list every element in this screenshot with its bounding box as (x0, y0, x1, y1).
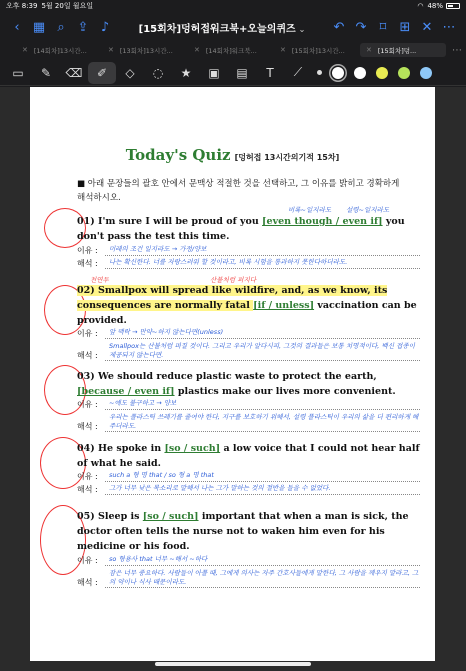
status-bar (0, 0, 466, 12)
add-page-icon[interactable]: ⊞ (399, 19, 411, 35)
handwriting-reason: such a 형 명 that / so 형 a 명 that (109, 471, 214, 479)
question-5: 05) Sleep is [so / such] important that when a man is sick, the doctor often tells the nurse not to waken him even for his medicine or his food. (77, 511, 409, 552)
tab-5-active[interactable]: ✕ [15회차]덩... (360, 43, 446, 57)
redo-icon[interactable]: ↷ (355, 19, 367, 35)
bookmark-icon[interactable]: ⌑ (379, 19, 387, 35)
choice-bracket: [so / such] (164, 443, 221, 454)
canvas-area[interactable] (0, 87, 466, 671)
microphone-icon[interactable]: ♪ (100, 19, 110, 35)
text-icon[interactable]: T (266, 65, 274, 80)
quiz-title (30, 145, 435, 164)
handwriting-translation: 나는 확신한다. 너를 자랑스러워 할 것이라고, 비록 시험을 통과하지 못한다하더라도. (109, 258, 348, 266)
sticker-icon[interactable]: ★ (180, 65, 192, 80)
home-indicator[interactable] (155, 662, 311, 666)
answer-reason-4: 이유 : such a 형 명 that / so 형 a 명 that (77, 471, 422, 482)
tab-close-icon[interactable]: ✕ (22, 46, 28, 54)
answer-reason-3: 이유 : ~에도 불구하고 → 양보 (77, 399, 422, 410)
handwriting-reason: 앞 맥락 → 만약~하지 않는다면(unless) (109, 328, 224, 336)
question-3: 03) We should reduce plastic waste to protect the earth, [because / even if] plastics make our lives more convenient. (77, 371, 396, 397)
handwritten-note: 산불처럼 퍼지다 (210, 276, 257, 284)
shapes-icon[interactable]: ◇ (125, 65, 135, 80)
handwriting-reason: 미래의 조건 일지라도 → 가정/양보 (109, 245, 207, 253)
highlighter-icon[interactable]: ✐ (88, 62, 116, 84)
answer-reason-5: 이유 : so 형용사 that 너무 ~해서 ~하다 (77, 555, 422, 566)
title-main: Today's Quiz (125, 146, 231, 164)
answer-translation-1: 해석 : 나는 확신한다. 너를 자랑스러워 할 것이라고, 비록 시험을 통과하지 못한다하더라도. (77, 258, 422, 269)
tab-3[interactable]: ✕ [14회차]워크북... (194, 46, 257, 55)
handwriting-reason: so 형용사 that 너무 ~해서 ~하다 (109, 555, 208, 563)
tab-close-icon[interactable]: ✕ (194, 46, 200, 54)
answer-translation-5: 해석 : 잠은 너무 중요하다. 사람들이 아플 때, 그에게 의사는 자주 간호사들에게 말한다, 그 사람을 깨우지 말라고, 그의 약이나 식사 때문이라도. (77, 569, 419, 587)
top-toolbar (0, 14, 466, 40)
color-blue[interactable] (420, 67, 432, 79)
tab-2[interactable]: ✕ [13회차]13시간... (108, 46, 173, 55)
laser-icon[interactable]: ⟋ (293, 65, 303, 79)
more-tabs-icon[interactable]: ⋯ (452, 44, 462, 56)
answer-reason-2: 이유 : 앞 맥락 → 만약~하지 않는다면(unless) (77, 328, 422, 339)
handwriting-translation: 그가 너무 낮은 목소리로 말해서 나는 그가 말하는 것의 절반을 들을 수 없었다. (109, 484, 331, 492)
handwriting-reason: ~에도 불구하고 → 양보 (109, 399, 177, 407)
choice-bracket: [because / even if] (77, 386, 175, 397)
tab-close-icon[interactable]: ✕ (280, 46, 286, 54)
undo-icon[interactable]: ↶ (333, 19, 345, 35)
answer-translation-2: 해석 : Smallpox는 산불처럼 퍼질 것이다. 그리고 우리가 알다시피, 그것의 결과들은 보통 치명적이다, 백신 접종이 제공되지 않는다면. (77, 341, 422, 361)
handwriting-translation: 우리는 플라스틱 쓰레기를 줄여야 한다, 지구를 보호하기 위해서, 설령 플라스틱이 우리의 삶을 더 편리하게 해주더라도. (109, 413, 419, 430)
question-2: 02) Smallpox will spread like wildfire, and, as we know, its consequences are normally fatal [if / unless] vaccination can be provided. (77, 285, 417, 326)
back-icon[interactable]: ‹ (14, 19, 20, 35)
question-4: 04) He spoke in [so / such] a low voice that I could not hear half of what he said. (77, 443, 420, 469)
handwritten-note: 비록~일지라도 (288, 206, 332, 214)
color-white-selected[interactable] (332, 67, 344, 79)
answer-translation-4: 해석 : 그가 너무 낮은 목소리로 말해서 나는 그가 말하는 것의 절반을 들을 수 없었다. (77, 484, 422, 495)
choice-bracket: [if / unless] (253, 300, 315, 311)
drawing-tools (0, 60, 466, 86)
page-view-icon[interactable]: ▭ (12, 65, 24, 80)
handwritten-note: 천연두 (90, 276, 109, 284)
color-white[interactable] (354, 67, 366, 79)
tab-4[interactable]: ✕ [15회차]13시간... (280, 46, 345, 55)
battery-icon (446, 3, 460, 9)
battery-percent: 48% (427, 2, 443, 10)
question-1: 01) I'm sure I will be proud of you [even though / even if] you don't pass the test this time. (77, 216, 405, 242)
lasso-icon[interactable]: ◌ (152, 65, 164, 80)
close-icon[interactable]: ✕ (421, 19, 433, 35)
handwriting-translation: 잠은 너무 중요하다. 사람들이 아플 때, 그에게 의사는 자주 간호사들에게 말한다, 그 사람을 깨우지 말라고, 그의 약이나 식사 때문이라도. (109, 569, 419, 586)
handwriting-translation: Smallpox는 산불처럼 퍼질 것이다. 그리고 우리가 알다시피, 그것의 결과들은 보통 치명적이다, 백신 접종이 제공되지 않는다면. (109, 342, 415, 359)
eraser-icon[interactable]: ⌫ (65, 65, 83, 80)
color-green[interactable] (398, 67, 410, 79)
handwritten-note: 설령~일지라도 (346, 206, 390, 214)
image-icon[interactable]: ▣ (208, 65, 220, 80)
stroke-small-dot[interactable] (317, 70, 322, 75)
more-icon[interactable]: ⋯ (442, 19, 456, 35)
grid-icon[interactable]: ▦ (32, 19, 46, 35)
tab-1[interactable]: ✕ [14회차]13시간... (22, 46, 87, 55)
tab-bar (0, 42, 466, 58)
tab-close-icon[interactable]: ✕ (366, 46, 372, 54)
pen-icon[interactable]: ✎ (40, 65, 52, 80)
instruction-text: ■ 아래 문장들의 괄호 안에서 문맥상 적절한 것을 선택하고, 그 이유를 밝히고 경확하게 해석하시오. (77, 179, 400, 203)
color-yellow[interactable] (376, 67, 388, 79)
status-time: 오후 8:39 (6, 2, 38, 10)
choice-bracket: [so / such] (142, 511, 199, 522)
title-sub: [덩허접 13시간의기적 15차] (234, 153, 340, 162)
status-date: 5월 20일 월요일 (41, 2, 94, 10)
share-icon[interactable]: ⇪ (77, 19, 89, 35)
chevron-down-icon: ⌄ (298, 24, 306, 34)
search-icon[interactable]: ⌕ (57, 19, 65, 35)
document-page[interactable] (30, 87, 435, 661)
tab-close-icon[interactable]: ✕ (108, 46, 114, 54)
wifi-icon: ◠ (417, 2, 424, 10)
answer-translation-3: 해석 : 우리는 플라스틱 쓰레기를 줄여야 한다, 지구를 보호하기 위해서, 설령 플라스틱이 우리의 삶을 더 편리하게 해주더라도. (77, 413, 419, 431)
camera-icon[interactable]: ▤ (236, 65, 248, 80)
answer-reason-1: 이유 : 미래의 조건 일지라도 → 가정/양보 (77, 245, 422, 256)
document-title[interactable]: [15회차]덩허접워크북+오늘의퀴즈 ⌄ (138, 23, 306, 35)
choice-bracket: [even though / even if] (262, 216, 383, 227)
